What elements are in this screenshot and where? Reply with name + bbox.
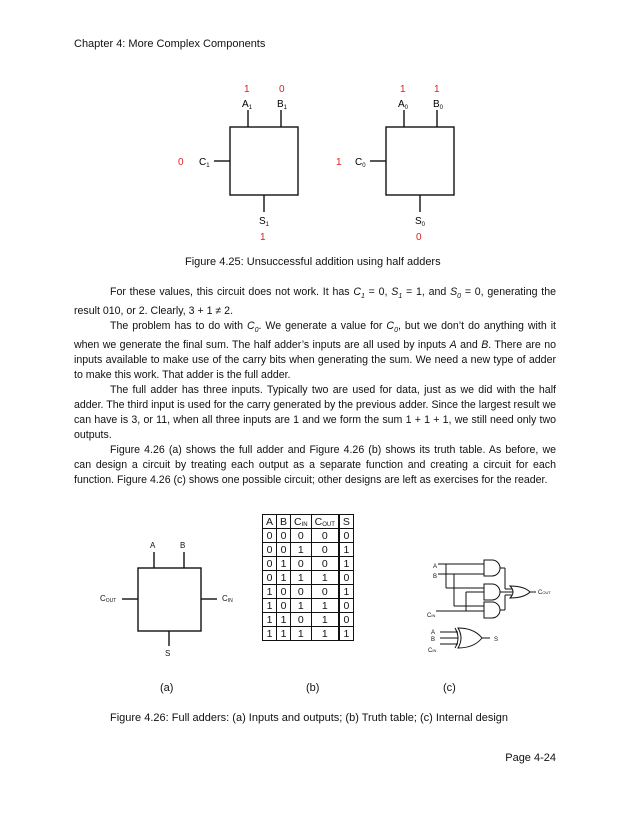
internal-design-circuit bbox=[436, 560, 536, 648]
svg-text:B: B bbox=[431, 637, 436, 643]
table-row bbox=[263, 627, 354, 641]
table-cell: 1 bbox=[277, 557, 291, 571]
table-cell: 0 bbox=[263, 543, 277, 557]
table-row bbox=[263, 543, 354, 557]
table-row bbox=[263, 585, 354, 599]
svg-text:B: B bbox=[433, 574, 438, 580]
paragraph-2: The problem has to do with $C_0$. We generate a value for $C_0$, but we don’t do anything with it when we generate the final sum. The half adder’s inputs are all used by inputs A and B. There are no inputs available to make use of the carry bits when generating the sum. We need a new type of adder to make this work. That adder is the full adder. bbox=[74, 320, 557, 382]
right-a-value: 1 bbox=[400, 84, 406, 95]
svg-text:S: S bbox=[494, 637, 499, 643]
svg-text:CIN: CIN bbox=[428, 648, 437, 654]
table-cell: 1 bbox=[291, 571, 312, 585]
table-cell: 1 bbox=[291, 599, 312, 613]
table-cell: 0 bbox=[277, 529, 291, 543]
left-carry-value: 0 bbox=[178, 157, 184, 168]
figure-4-25-caption: Figure 4.25: Unsuccessful addition using half adders bbox=[185, 256, 441, 268]
page-number: Page 4-24 bbox=[505, 752, 556, 764]
right-b-label: $B_0$ bbox=[433, 99, 444, 111]
right-carry-value: 1 bbox=[336, 157, 342, 168]
table-cell: 1 bbox=[263, 599, 277, 613]
table-cell: 0 bbox=[339, 613, 354, 627]
table-cell: 0 bbox=[263, 529, 277, 543]
table-cell: 0 bbox=[311, 529, 339, 543]
fa-s-label: S bbox=[165, 649, 171, 658]
table-cell: 0 bbox=[311, 585, 339, 599]
table-cell: 0 bbox=[291, 529, 312, 543]
right-sum-label: $S_0$ bbox=[415, 216, 426, 228]
half-adder-right-box bbox=[386, 127, 454, 195]
table-cell: 1 bbox=[339, 543, 354, 557]
right-b-value: 1 bbox=[434, 84, 440, 95]
table-cell: 1 bbox=[263, 613, 277, 627]
left-sum-value: 1 bbox=[260, 232, 266, 243]
body-text bbox=[74, 285, 556, 488]
th-s: S bbox=[339, 515, 354, 529]
fig-label-c: (c) bbox=[443, 682, 456, 694]
table-cell: 0 bbox=[277, 543, 291, 557]
table-cell: 0 bbox=[277, 585, 291, 599]
paragraph-4: Figure 4.26 (a) shows the full adder and Figure 4.26 (b) shows its truth table. As before, we can design a circuit by treating each output as a separate function and creating a circuit for each function. Figure 4.26 (c) shows one possible circuit; other designs are left as exercises for the reader. bbox=[74, 444, 556, 487]
fa-b-label: B bbox=[180, 541, 186, 550]
fig-label-a: (a) bbox=[160, 682, 174, 694]
fa-a-label: A bbox=[150, 541, 156, 550]
svg-text:CIN: CIN bbox=[427, 613, 436, 619]
table-cell: 1 bbox=[339, 557, 354, 571]
figure-4-26-caption: Figure 4.26: Full adders: (a) Inputs and outputs; (b) Truth table; (c) Internal design bbox=[110, 712, 509, 724]
table-row bbox=[263, 571, 354, 585]
table-cell: 1 bbox=[277, 627, 291, 641]
half-adder-left-box bbox=[230, 127, 298, 195]
table-cell: 0 bbox=[311, 543, 339, 557]
th-cin: CIN bbox=[291, 515, 312, 529]
table-cell: 0 bbox=[311, 557, 339, 571]
svg-text:A: A bbox=[431, 630, 436, 636]
table-cell: 0 bbox=[291, 557, 312, 571]
paragraph-3: The full adder has three inputs. Typically two are used for data, just as we did with the half adder. The third input is used for the carry generated by the previous adder. Since the largest result we can have is 3, or 11, when all three inputs are 1 and we form the sum 1 + 1 + 1, we still need only two outputs. bbox=[74, 384, 556, 442]
paragraph-1: For these values, this circuit does not work. It has $C_1 = 0$, $S_1 = 1$, and $S_0 = 0$, generating the result 010, or 2. Clearly, 3 + 1 ≠ 2. bbox=[74, 286, 556, 318]
table-cell: 1 bbox=[291, 543, 312, 557]
table-cell: 0 bbox=[339, 599, 354, 613]
table-row bbox=[263, 557, 354, 571]
table-cell: 1 bbox=[277, 571, 291, 585]
table-row bbox=[263, 613, 354, 627]
table-cell: 0 bbox=[263, 557, 277, 571]
th-a: A bbox=[263, 515, 277, 529]
left-carry-label: $C_1$ bbox=[199, 157, 210, 169]
table-cell: 0 bbox=[291, 613, 312, 627]
table-row bbox=[263, 529, 354, 543]
table-cell: 0 bbox=[339, 571, 354, 585]
right-carry-label: $C_0$ bbox=[355, 157, 366, 169]
svg-text:A: A bbox=[433, 564, 438, 570]
left-a-label: $A_1$ bbox=[242, 99, 253, 111]
table-cell: 1 bbox=[311, 627, 339, 641]
table-cell: 1 bbox=[263, 627, 277, 641]
left-a-value: 1 bbox=[244, 84, 250, 95]
th-b: B bbox=[277, 515, 291, 529]
truth-table-header-row bbox=[263, 515, 354, 529]
left-sum-label: $S_1$ bbox=[259, 216, 270, 228]
table-cell: 1 bbox=[311, 571, 339, 585]
table-cell: 1 bbox=[339, 627, 354, 641]
table-cell: 1 bbox=[291, 627, 312, 641]
th-cout: COUT bbox=[311, 515, 339, 529]
left-b-value: 0 bbox=[279, 84, 285, 95]
full-adder-box bbox=[138, 568, 201, 631]
page-header: Chapter 4: More Complex Components bbox=[74, 38, 266, 50]
figure-4-25-diagram bbox=[0, 0, 630, 260]
truth-table bbox=[262, 514, 354, 641]
left-b-label: $B_1$ bbox=[277, 99, 288, 111]
table-cell: 0 bbox=[291, 585, 312, 599]
table-cell: 0 bbox=[339, 529, 354, 543]
table-cell: 1 bbox=[311, 613, 339, 627]
svg-text:COUT: COUT bbox=[538, 590, 551, 596]
table-cell: 1 bbox=[277, 613, 291, 627]
fa-cout-label: COUT bbox=[100, 594, 117, 604]
table-cell: 0 bbox=[263, 571, 277, 585]
table-cell: 1 bbox=[339, 585, 354, 599]
table-row bbox=[263, 599, 354, 613]
fig-label-b: (b) bbox=[306, 682, 320, 694]
right-sum-value: 0 bbox=[416, 232, 422, 243]
table-cell: 1 bbox=[311, 599, 339, 613]
table-cell: 0 bbox=[277, 599, 291, 613]
fa-cin-label: CIN bbox=[222, 594, 233, 604]
table-cell: 1 bbox=[263, 585, 277, 599]
right-a-label: $A_0$ bbox=[398, 99, 409, 111]
